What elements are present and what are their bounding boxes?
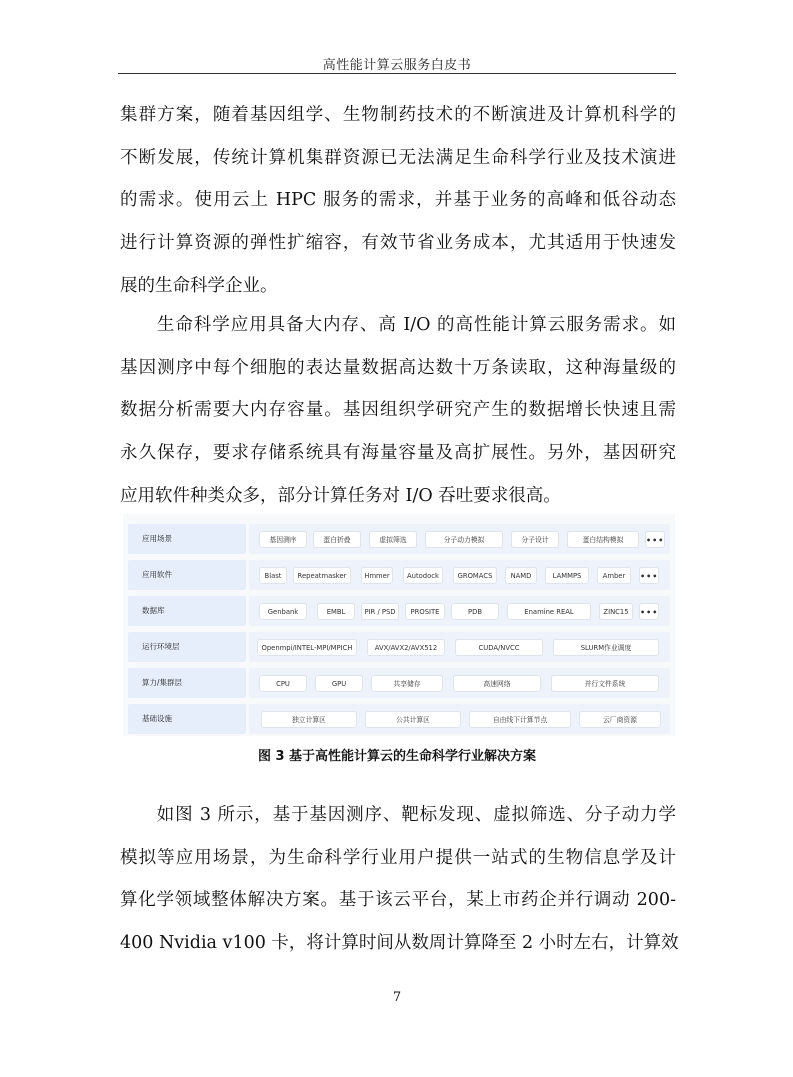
more-icon: ••• <box>639 603 659 620</box>
row-label: 运行环境层 <box>128 632 246 662</box>
chip: 公共计算区 <box>365 711 461 728</box>
figure-row-infrastructure <box>128 704 670 734</box>
text-line: 集群方案，随着基因组学、生物制药技术的不断演进及计算机科学的 <box>120 105 676 125</box>
chip: Genbank <box>259 603 307 620</box>
chip: 独立计算区 <box>261 711 357 728</box>
chip: PDB <box>451 603 499 620</box>
chip: 蛋白结构模拟 <box>567 531 639 548</box>
text-line: 生命科学应用具备大内存、高 I/O 的高性能计算云服务需求。如 <box>120 315 676 335</box>
row-panel <box>249 560 670 590</box>
chip: GPU <box>315 675 363 692</box>
chip: ZINC15 <box>599 603 633 620</box>
header-rule <box>118 73 676 74</box>
row-label: 应用软件 <box>128 560 246 590</box>
chip: 高速网络 <box>453 675 541 692</box>
paragraph-1 <box>120 94 676 307</box>
paragraph-2 <box>120 304 676 517</box>
text-line: 永久保存，要求存储系统具有海量容量及高扩展性。另外，基因研究 <box>120 443 676 464</box>
chip: 蛋白折叠 <box>313 531 361 548</box>
text-line: 如图 3 所示，基于基因测序、靶标发现、虚拟筛选、分子动力学 <box>120 805 676 825</box>
chip: CUDA/NVCC <box>455 639 543 656</box>
chip: PROSITE <box>405 603 445 620</box>
row-panel <box>249 632 670 662</box>
text-line: 数据分析需要大内存容量。基因组织学研究产生的数据增长快速且需 <box>120 400 676 421</box>
text-line: 基因测序中每个细胞的表达量数据高达数十万条读取，这种海量级的 <box>120 357 676 378</box>
figure-caption: 图 3 基于高性能计算云的生命科学行业解决方案 <box>257 749 537 764</box>
figure-row-application-scenarios <box>128 524 670 554</box>
chip: SLURM作业调度 <box>553 639 659 656</box>
page-number: 7 <box>392 990 402 1005</box>
row-panel <box>249 596 670 626</box>
chip: NAMD <box>505 567 537 584</box>
solution-architecture-figure <box>123 514 675 736</box>
paragraph-3 <box>120 794 679 965</box>
text-line: 不断发展，传统计算机集群资源已无法满足生命科学行业及技术演进 <box>120 147 676 168</box>
figure-row-databases <box>128 596 670 626</box>
header-title: 高性能计算云服务白皮书 <box>322 58 472 73</box>
text-line: 进行计算资源的弹性扩缩容，有效节省业务成本，尤其适用于快速发 <box>120 233 676 254</box>
chip: 分子动力模拟 <box>425 531 503 548</box>
chip: 并行文件系统 <box>551 675 659 692</box>
text-line: 展的生命科学企业。 <box>120 275 278 296</box>
row-panel <box>249 524 670 554</box>
chip: 云厂商资源 <box>579 711 661 728</box>
text-line: 应用软件种类众多，部分计算任务对 I/O 吞吐要求很高。 <box>120 485 561 506</box>
figure-row-runtime-environment <box>128 632 670 662</box>
chip: AVX/AVX2/AVX512 <box>367 639 445 656</box>
row-label: 算力/集群层 <box>128 668 246 698</box>
chip: CPU <box>259 675 307 692</box>
row-label: 基础设施 <box>128 704 246 734</box>
figure-row-compute-cluster <box>128 668 670 698</box>
chip: 分子设计 <box>511 531 559 548</box>
row-panel <box>249 668 670 698</box>
row-panel <box>249 704 670 734</box>
chip: Amber <box>597 567 631 584</box>
row-label: 数据库 <box>128 596 246 626</box>
figure-row-application-software <box>128 560 670 590</box>
chip: Enamine REAL <box>507 603 591 620</box>
chip: 自由线下计算节点 <box>469 711 571 728</box>
chip: EMBL <box>317 603 355 620</box>
chip: Openmpi/INTEL-MPI/MPICH <box>257 639 357 656</box>
more-icon: ••• <box>645 531 665 548</box>
chip: PIR / PSD <box>361 603 399 620</box>
chip: LAMMPS <box>545 567 589 584</box>
chip: Autodock <box>403 567 443 584</box>
text-line: 的需求。使用云上 HPC 服务的需求，并基于业务的高峰和低谷动态 <box>120 190 676 211</box>
chip: 虚拟筛选 <box>369 531 417 548</box>
text-line: 算化学领域整体解决方案。基于该云平台，某上市药企并行调动 200- <box>120 890 676 911</box>
row-label: 应用场景 <box>128 524 246 554</box>
chip: 共享储存 <box>371 675 443 692</box>
chip: GROMACS <box>453 567 497 584</box>
chip: 基因测序 <box>259 531 307 548</box>
text-line: 模拟等应用场景，为生命科学行业用户提供一站式的生物信息学及计 <box>120 847 676 868</box>
chip: Blast <box>259 567 287 584</box>
chip: Hmmer <box>361 567 393 584</box>
chip: Repeatmasker <box>293 567 351 584</box>
more-icon: ••• <box>639 567 659 584</box>
text-line: 400 Nvidia v100 卡，将计算时间从数周计算降至 2 小时左右，计算效 <box>120 933 679 954</box>
